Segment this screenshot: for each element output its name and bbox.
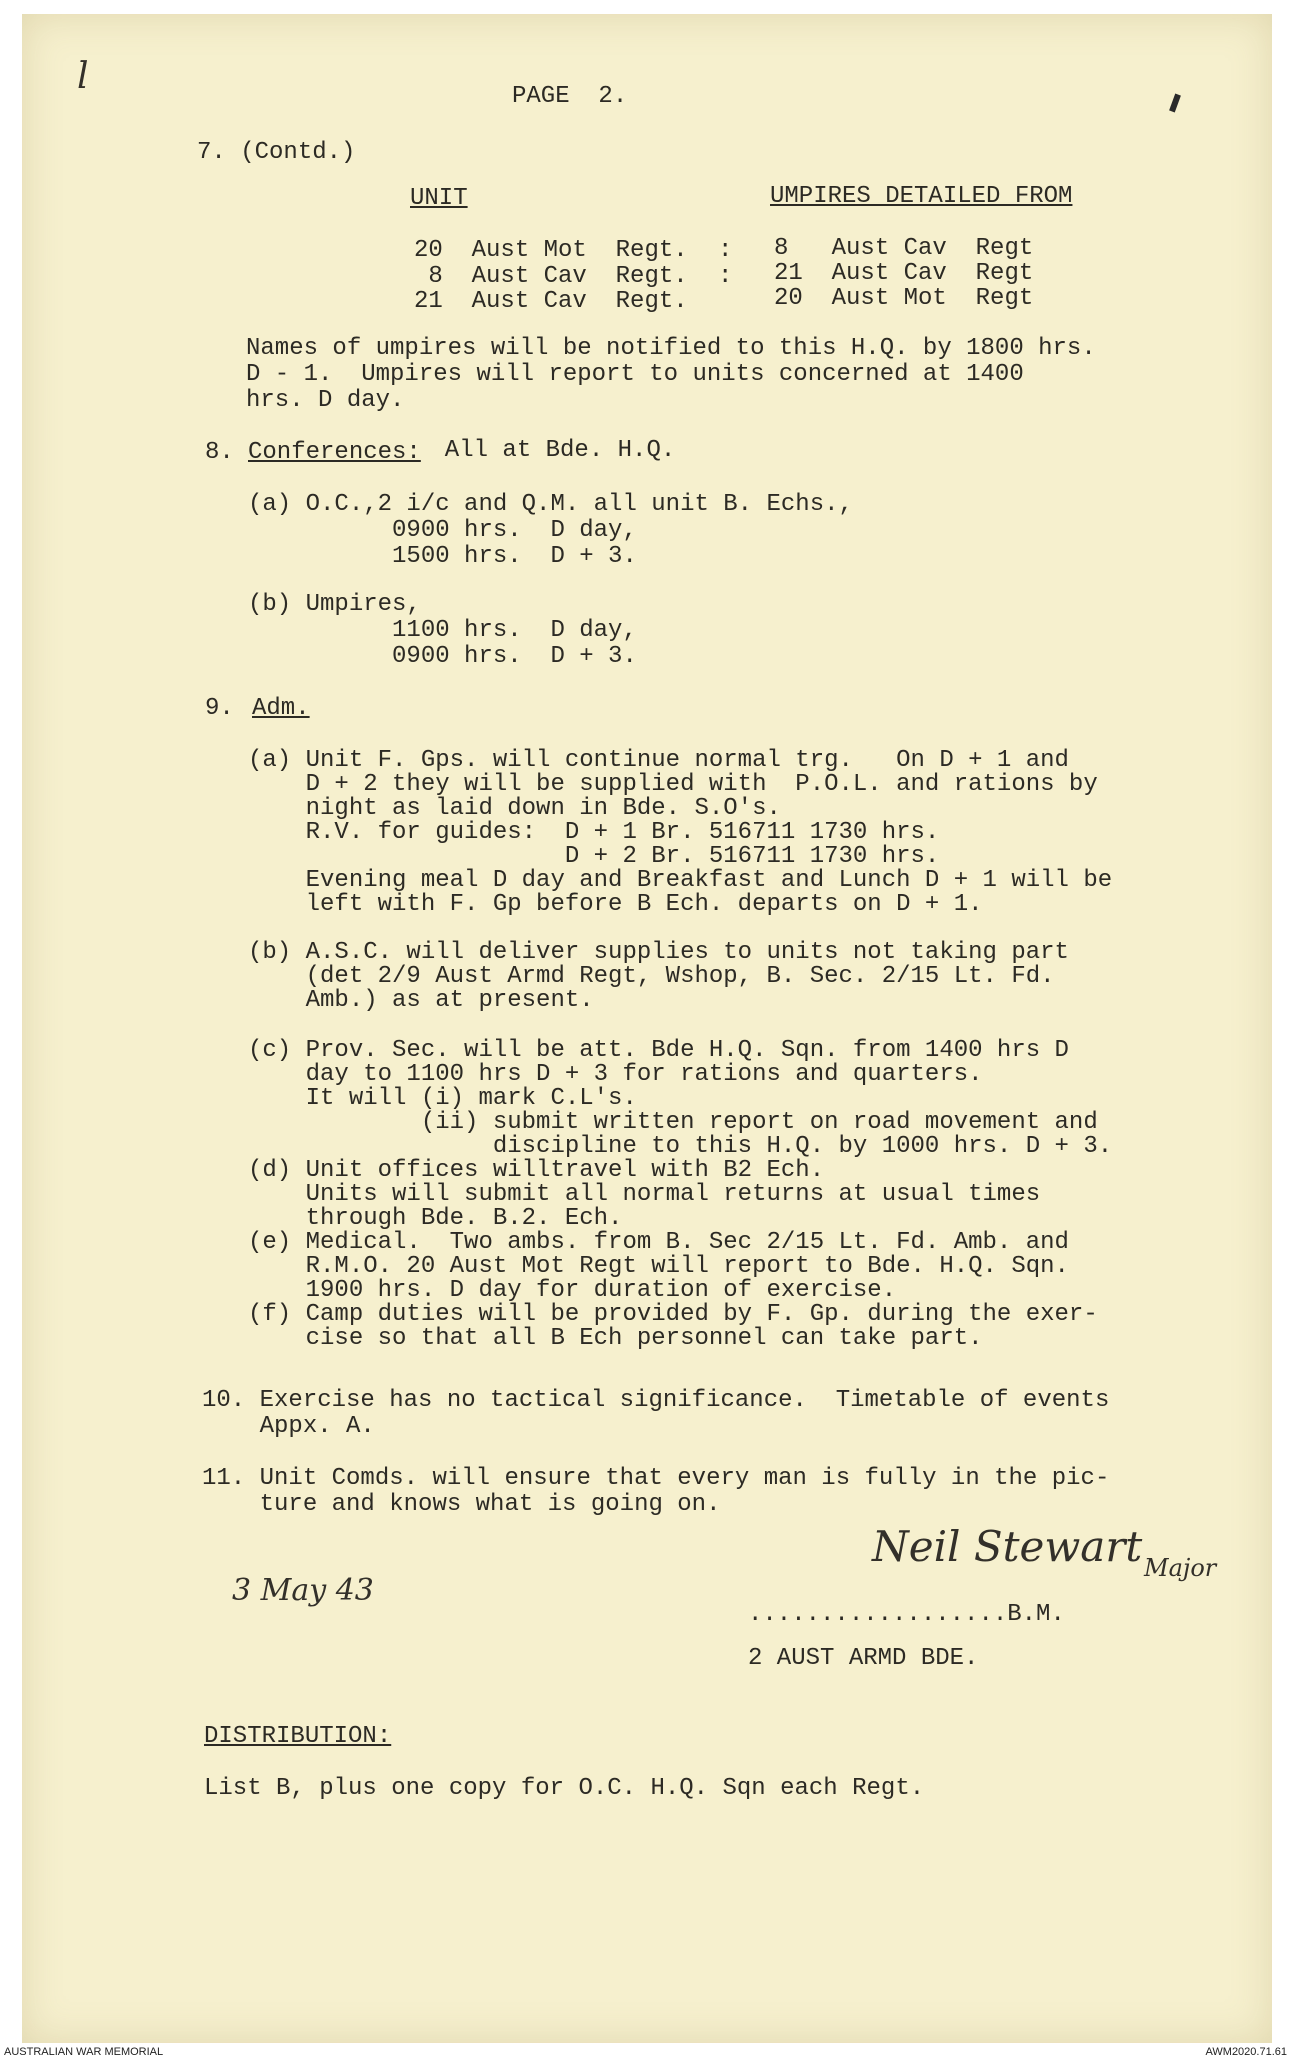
section-9-line: Evening meal D day and Breakfast and Lunch D + 1 will be	[248, 867, 1113, 894]
bm-signature-line: ..................B.M.	[748, 1601, 1065, 1628]
table-row-unit: 21 Aust Cav Regt.	[414, 288, 688, 315]
section-9-line: discipline to this H.Q. by 1000 hrs. D + 3.	[248, 1133, 1113, 1160]
punch-mark	[1169, 94, 1181, 113]
handwritten-date: 3 May 43	[232, 1573, 374, 1608]
section-7-heading: 7. (Contd.)	[197, 139, 356, 166]
section-10-line: Appx. A.	[202, 1413, 375, 1440]
section-11-line: 11. Unit Comds. will ensure that every man is fully in the pic-	[202, 1465, 1110, 1492]
footer-institution: AUSTRALIAN WAR MEMORIAL	[4, 2046, 164, 2058]
section-8-title: Conferences:	[248, 439, 421, 466]
section-9-line: left with F. Gp before B Ech. departs on D + 1.	[248, 891, 983, 918]
section-9-line: D + 2 Br. 516711 1730 hrs.	[248, 843, 940, 870]
section-9-line: (a) Unit F. Gps. will continue normal trg. On D + 1 and	[248, 747, 1069, 774]
section-8-title-rest: All at Bde. H.Q.	[416, 437, 676, 464]
section-8-b-line: 0900 hrs. D + 3.	[248, 643, 637, 670]
section-9-number: 9.	[205, 695, 234, 722]
section-10-line: 10. Exercise has no tactical significance. Timetable of events	[202, 1387, 1110, 1414]
section-9-line: (c) Prov. Sec. will be att. Bde H.Q. Sqn. from 1400 hrs D	[248, 1037, 1069, 1064]
table-row-unit: 20 Aust Mot Regt.	[414, 237, 688, 264]
unit-name: 2 AUST ARMD BDE.	[748, 1645, 979, 1672]
section-8-number: 8.	[205, 439, 234, 466]
section-9-line: (b) A.S.C. will deliver supplies to units not taking part	[248, 939, 1069, 966]
table-row-sep: :	[718, 263, 733, 290]
table-row-sep: :	[718, 237, 733, 264]
table-row-unit: 8 Aust Cav Regt.	[414, 263, 688, 290]
section-9-line: D + 2 they will be supplied with P.O.L. and rations by	[248, 771, 1098, 798]
section-9-line: cise so that all B Ech personnel can take part.	[248, 1325, 983, 1352]
section-8-b-line: (b) Umpires,	[248, 591, 421, 618]
section-9-line: (e) Medical. Two ambs. from B. Sec 2/15 Lt. Fd. Amb. and	[248, 1229, 1069, 1256]
section-9-line: R.M.O. 20 Aust Mot Regt will report to Bde. H.Q. Sqn.	[248, 1253, 1069, 1280]
section-9-line: 1900 hrs. D day for duration of exercise.	[248, 1277, 897, 1304]
section-9-line: (f) Camp duties will be provided by F. Gp. during the exer-	[248, 1301, 1098, 1328]
section-9-line: (d) Unit offices willtravel with B2 Ech.	[248, 1157, 825, 1184]
section-7-note: Names of umpires will be notified to this H.Q. by 1800 hrs.	[246, 335, 1096, 362]
section-8-a-line: 1500 hrs. D + 3.	[248, 543, 637, 570]
distribution-title: DISTRIBUTION:	[204, 1723, 392, 1750]
column-header-unit: UNIT	[410, 185, 468, 212]
page-label: PAGE 2.	[512, 83, 628, 110]
section-9-line: R.V. for guides: D + 1 Br. 516711 1730 hrs.	[248, 819, 940, 846]
table-row-from: 8 Aust Cav Regt	[774, 235, 1034, 262]
section-9-line: (det 2/9 Aust Armd Regt, Wshop, B. Sec. 2/15 Lt. Fd.	[248, 963, 1055, 990]
column-header-umpires: UMPIRES DETAILED FROM	[770, 183, 1073, 210]
section-9-line: It will (i) mark C.L's.	[248, 1085, 637, 1112]
footer-reference: AWM2020.71.61	[1205, 2046, 1287, 2058]
table-row-from: 21 Aust Cav Regt	[774, 260, 1034, 287]
section-7-note: hrs. D day.	[246, 387, 405, 414]
section-9-line: night as laid down in Bde. S.O's.	[248, 795, 781, 822]
section-9-line: through Bde. B.2. Ech.	[248, 1205, 623, 1232]
document-page	[22, 14, 1272, 2043]
section-9-line: Amb.) as at present.	[248, 987, 594, 1014]
section-8-a-line: 0900 hrs. D day,	[248, 517, 637, 544]
section-9-line: (ii) submit written report on road movement and	[248, 1109, 1098, 1136]
table-row-from: 20 Aust Mot Regt	[774, 285, 1034, 312]
section-9-line: day to 1100 hrs D + 3 for rations and quarters.	[248, 1061, 983, 1088]
section-9-title: Adm.	[252, 695, 310, 722]
section-8-a-line: (a) O.C.,2 i/c and Q.M. all unit B. Echs.,	[248, 491, 853, 518]
handwritten-signature: Neil Stewart	[872, 1522, 1143, 1571]
section-8-b-line: 1100 hrs. D day,	[248, 617, 637, 644]
section-9-line: Units will submit all normal returns at usual times	[248, 1181, 1041, 1208]
margin-mark: l	[77, 56, 89, 97]
section-7-note: D - 1. Umpires will report to units concerned at 1400	[246, 361, 1024, 388]
handwritten-rank: Major	[1144, 1554, 1217, 1582]
archive-footer	[0, 2043, 1293, 2061]
section-11-line: ture and knows what is going on.	[202, 1491, 721, 1518]
distribution-text: List B, plus one copy for O.C. H.Q. Sqn each Regt.	[204, 1775, 925, 1802]
